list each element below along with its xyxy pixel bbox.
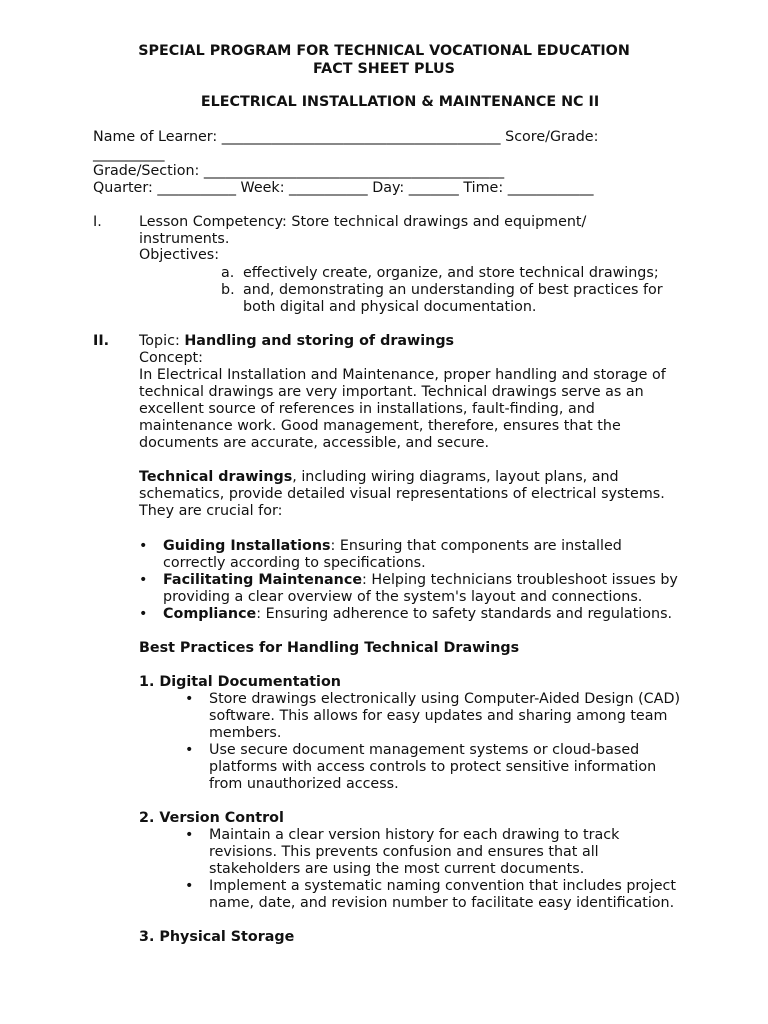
list-item-line: Store drawings electronically using Computer-Aided Design (CAD): [209, 691, 681, 707]
bullet-icon: •: [185, 691, 194, 707]
list-item: [185, 878, 745, 912]
concept-line: technical drawings are very important. Technical drawings serve as an: [139, 384, 644, 400]
list-item-line: from unauthorized access.: [209, 776, 399, 792]
concept-line: documents are accurate, accessible, and secure.: [139, 435, 490, 451]
physical-storage-heading: 3. Physical Storage: [139, 929, 295, 945]
lesson-competency-cont: instruments.: [139, 231, 230, 247]
list-item-line: stakeholders are using the most current documents.: [209, 861, 585, 877]
list-item: [185, 742, 745, 793]
header-subtitle: FACT SHEET PLUS: [313, 61, 455, 77]
list-item-text: : Helping technicians troubleshoot issues by: [362, 572, 678, 588]
list-item-line: software. This allows for easy updates and sharing among team: [209, 708, 668, 724]
crucial-for-list: [139, 538, 739, 623]
bullet-icon: •: [185, 742, 194, 758]
paragraph-first-line: [139, 469, 759, 486]
list-item-line: platforms with access controls to protect sensitive information: [209, 759, 657, 775]
technical-drawings-term: Technical drawings: [139, 469, 293, 485]
concept-line: maintenance work. Good management, therefore, ensures that the: [139, 418, 621, 434]
bullet-icon: •: [139, 572, 148, 588]
list-item-line: revisions. This prevents confusion and ensures that all: [209, 844, 599, 860]
list-item-cont: correctly according to specifications.: [163, 555, 426, 571]
topic-line: [139, 333, 454, 350]
list-item-term: Compliance: [163, 606, 257, 622]
list-item-line: name, date, and revision number to facilitate easy identification.: [209, 895, 675, 911]
paragraph-text: , including wiring diagrams, layout plans, and: [292, 469, 619, 485]
concept-line: In Electrical Installation and Maintenance, proper handling and storage of: [139, 367, 666, 383]
header-title: SPECIAL PROGRAM FOR TECHNICAL VOCATIONAL EDUCATION: [138, 43, 630, 59]
course-title: ELECTRICAL INSTALLATION & MAINTENANCE NC II: [200, 94, 600, 110]
grade-section-field: Grade/Section: __________________________________________: [93, 163, 505, 179]
objective-b: and, demonstrating an understanding of best practices for: [243, 282, 663, 298]
paragraph-line: They are crucial for:: [139, 503, 283, 519]
list-item-cont: providing a clear overview of the system's layout and connections.: [163, 589, 643, 605]
bullet-icon: •: [139, 606, 148, 622]
list-item: [185, 827, 745, 878]
concept-line: excellent source of references in installations, fault-finding, and: [139, 401, 595, 417]
section-2-number: II.: [93, 333, 110, 349]
bullet-icon: •: [185, 827, 194, 843]
quarter-week-day-time-field: Quarter: ___________ Week: ___________ Day: _______ Time: ____________: [93, 180, 594, 196]
objectives-label: Objectives:: [139, 247, 220, 263]
bullet-icon: •: [185, 878, 194, 894]
concept-paragraph: [139, 367, 759, 452]
list-item: [139, 606, 739, 623]
objective-a: effectively create, organize, and store technical drawings;: [243, 265, 659, 281]
section-1-number: I.: [93, 214, 102, 230]
list-item-line: Implement a systematic naming convention that includes project: [209, 878, 676, 894]
list-item: [185, 691, 745, 742]
list-item-term: Facilitating Maintenance: [163, 572, 363, 588]
objective-b-letter: b.: [221, 282, 235, 298]
version-control-list: [185, 827, 745, 912]
list-item-line: Use secure document management systems or cloud-based: [209, 742, 640, 758]
digital-documentation-heading: 1. Digital Documentation: [139, 674, 341, 690]
list-item: [139, 538, 739, 572]
score-grade-continuation: __________: [93, 146, 165, 162]
list-item-text: : Ensuring that components are installed: [330, 538, 622, 554]
technical-drawings-paragraph: [139, 469, 759, 520]
list-item-line: members.: [209, 725, 282, 741]
topic-label: Topic:: [139, 333, 185, 349]
digital-documentation-list: [185, 691, 745, 793]
best-practices-heading: Best Practices for Handling Technical Drawings: [139, 640, 520, 656]
name-of-learner-field: Name of Learner: _______________________________________ Score/Grade:: [93, 129, 599, 145]
concept-label: Concept:: [139, 350, 203, 366]
list-item: [139, 572, 739, 606]
list-item-term: Guiding Installations: [163, 538, 331, 554]
version-control-heading: 2. Version Control: [139, 810, 284, 826]
objective-b-cont: both digital and physical documentation.: [243, 299, 537, 315]
objective-a-letter: a.: [221, 265, 235, 281]
list-item-line: Maintain a clear version history for each drawing to track: [209, 827, 620, 843]
bullet-icon: •: [139, 538, 148, 554]
lesson-competency: Lesson Competency: Store technical drawings and equipment/: [139, 214, 587, 230]
topic-title: Handling and storing of drawings: [184, 333, 455, 349]
paragraph-line: schematics, provide detailed visual representations of electrical systems.: [139, 486, 665, 502]
list-item-text: : Ensuring adherence to safety standards and regulations.: [256, 606, 673, 622]
